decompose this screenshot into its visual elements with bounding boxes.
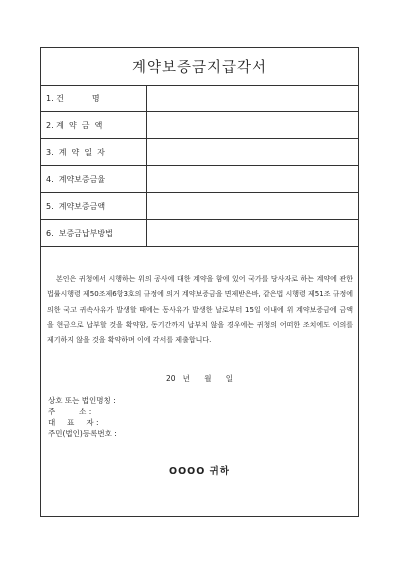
form-row-deposit-amount xyxy=(41,193,358,220)
form-row-deposit-rate xyxy=(41,166,358,193)
row-label: 6. 보증금납부방법 xyxy=(41,220,147,246)
row-value[interactable] xyxy=(147,193,358,219)
form-title: 계약보증금지급각서 xyxy=(41,48,358,86)
field-representative: 대 표 자 : xyxy=(48,418,99,427)
form-row-item-name xyxy=(41,85,358,112)
row-value[interactable] xyxy=(147,166,358,192)
field-address: 주 소 : xyxy=(48,407,92,416)
row-value[interactable] xyxy=(147,220,358,246)
form-frame xyxy=(40,47,359,517)
pledge-text: 본인은 귀청에서 시행하는 위의 공사에 대한 계약을 함에 있어 국가를 당사자로 하는 계약에 관한 법률시행령 제50조제6항3호의 규정에 의거 계약보증금을 면제받은바, 같은법 시행령 제51조 규정에 의한 국고 귀속사유가 발생할 때에는 동사유가 발생한 날로부터 15일 이내에 위 계약보증금에 금액을 현금으로 납부할 것을 확약함, 동기간까지 납부치 않을 경우에는 귀청의 어떠한 조치에도 이의를 제기하지 않을 것을 확약하며 이에 각서를 제출합니다. xyxy=(47,275,353,345)
row-value[interactable] xyxy=(147,85,358,111)
addressee: OOOO 귀하 xyxy=(169,466,230,477)
signatory-fields xyxy=(48,395,288,439)
form-row-payment-method xyxy=(41,220,358,247)
date-line: 20 년 월 일 xyxy=(165,374,234,383)
field-company-name: 상호 또는 법인명칭 : xyxy=(48,396,116,405)
form-row-contract-date xyxy=(41,139,358,166)
form-row-contract-amount xyxy=(41,112,358,139)
row-label: 3. 계 약 일 자 xyxy=(41,139,147,165)
row-label: 5. 계약보증금액 xyxy=(41,193,147,219)
row-label: 2. 계 약 금 액 xyxy=(41,112,147,138)
row-label: 1. 건 명 xyxy=(41,85,147,111)
field-registration-number: 주민(법인)등록번호 : xyxy=(48,429,117,438)
row-label: 4. 계약보증금율 xyxy=(41,166,147,192)
row-value[interactable] xyxy=(147,139,358,165)
row-value[interactable] xyxy=(147,112,358,138)
